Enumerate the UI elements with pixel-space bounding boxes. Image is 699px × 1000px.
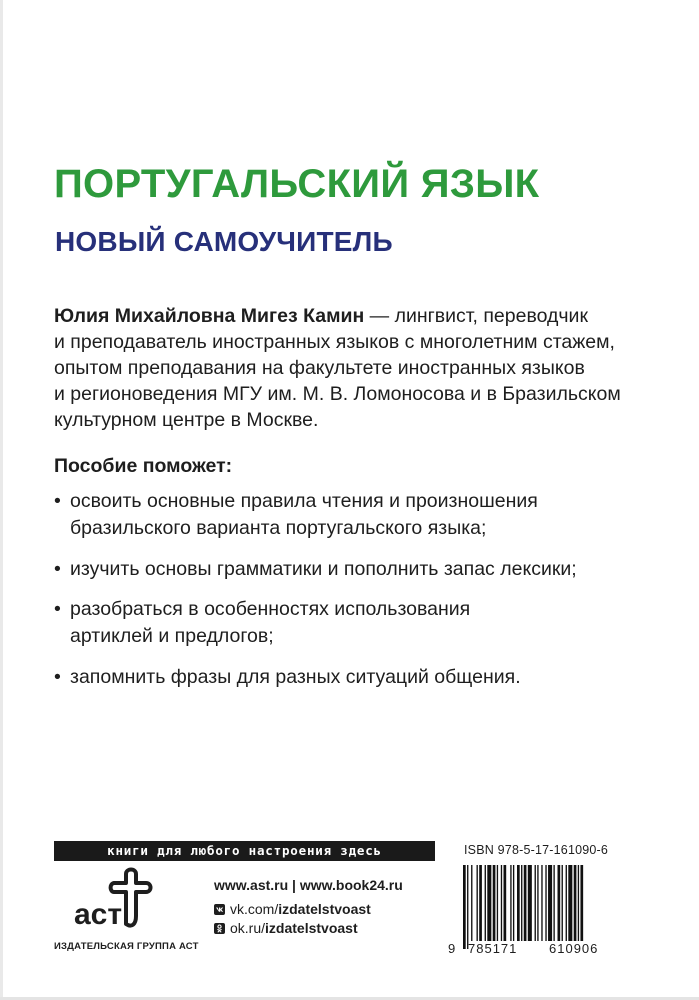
- barcode-bar: [479, 865, 482, 941]
- barcode-bar: [537, 865, 538, 941]
- benefit-line: освоить основные правила чтения и произношения: [70, 490, 538, 512]
- benefit-line: изучить основы грамматики и пополнить запас лексики;: [70, 558, 577, 580]
- vk-prefix: vk.com/: [230, 901, 279, 917]
- barcode-bar: [545, 865, 546, 941]
- barcode-bar: [493, 865, 496, 941]
- barcode-bar: [568, 865, 572, 941]
- bio-line-4: и регионоведения МГУ им. М. В. Ломоносова и в Бразильском: [54, 383, 621, 405]
- barcode-bar: [463, 865, 466, 949]
- isbn-number: ISBN 978-5-17-161090-6: [464, 843, 609, 857]
- bullet-icon: •: [54, 558, 61, 580]
- barcode-bar: [497, 865, 498, 941]
- barcode-bar: [574, 865, 577, 941]
- barcode-bar: [562, 865, 563, 941]
- benefit-item: [54, 596, 654, 650]
- benefit-item: [54, 556, 654, 583]
- benefit-item: [54, 664, 654, 691]
- bio-line-1: [54, 303, 654, 329]
- barcode-bar: [485, 865, 486, 941]
- barcode-bar: [528, 865, 532, 941]
- barcode-bar: [510, 865, 511, 941]
- barcode-bar: [535, 865, 536, 941]
- barcode-graphic: [455, 861, 625, 951]
- barcode-bar: [578, 865, 579, 941]
- barcode-bar: [513, 865, 514, 941]
- benefit-item: [54, 488, 654, 542]
- book-title: ПОРТУГАЛЬСКИЙ ЯЗЫК: [54, 162, 540, 206]
- bio-line-5: культурном центре в Москве.: [54, 409, 319, 431]
- vk-handle: izdatelstvoast: [278, 901, 371, 917]
- ok-icon: [214, 923, 225, 934]
- barcode-digits-right: 610906: [549, 941, 599, 956]
- benefit-line: бразильского варианта португальского языка;: [70, 517, 487, 539]
- benefit-line: разобраться в особенностях использования: [70, 598, 471, 620]
- barcode-bar: [467, 865, 468, 949]
- page-edge-left: [0, 0, 3, 1000]
- logo-wordmark: аст: [74, 898, 123, 931]
- bio-line-2: и преподаватель иностранных языков с многолетним стажем,: [54, 331, 615, 353]
- ok-link[interactable]: [214, 920, 358, 936]
- barcode-bar: [524, 865, 527, 941]
- barcode-bar: [517, 865, 520, 941]
- barcode-bar: [548, 865, 552, 941]
- vk-link[interactable]: [214, 901, 371, 917]
- bio-line-1-rest: — лингвист, переводчик: [364, 305, 588, 327]
- bio-line-3: опытом преподавания на факультете иностранных языков: [54, 357, 585, 379]
- ok-handle: izdatelstvoast: [265, 920, 358, 936]
- bullet-icon: •: [54, 598, 61, 620]
- barcode-bar: [553, 865, 554, 941]
- barcode-bar: [501, 865, 502, 941]
- vk-icon: [214, 904, 225, 915]
- barcode-bar: [541, 865, 542, 941]
- bullet-icon: •: [54, 666, 61, 688]
- barcode-bar: [521, 865, 522, 941]
- slogan-banner: книги для любого настроения здесь: [54, 841, 435, 861]
- author-bio: [54, 303, 654, 433]
- barcode-bar: [477, 865, 478, 941]
- book-subtitle: НОВЫЙ САМОУЧИТЕЛЬ: [55, 226, 393, 257]
- benefit-line: артиклей и предлогов;: [70, 625, 274, 647]
- barcode-digits-left: 785171: [468, 941, 518, 956]
- barcode-bar: [504, 865, 507, 941]
- barcode-bar: [558, 865, 561, 941]
- barcode-bar: [566, 865, 567, 941]
- ok-prefix: ok.ru/: [230, 920, 266, 936]
- barcode-bar: [580, 865, 583, 941]
- benefit-line: запомнить фразы для разных ситуаций общения.: [70, 666, 521, 688]
- bullet-icon: •: [54, 490, 61, 512]
- barcode-bar: [487, 865, 491, 941]
- publisher-name: ИЗДАТЕЛЬСКАЯ ГРУППА АСТ: [54, 941, 199, 952]
- benefits-heading: Пособие поможет:: [54, 455, 233, 477]
- barcode-bar: [471, 865, 472, 941]
- ast-logo: [74, 866, 160, 936]
- website-links[interactable]: www.ast.ru | www.book24.ru: [214, 877, 403, 893]
- barcode-digit-first: 9: [448, 941, 457, 956]
- author-name: Юлия Михайловна Мигез Камин: [54, 305, 365, 327]
